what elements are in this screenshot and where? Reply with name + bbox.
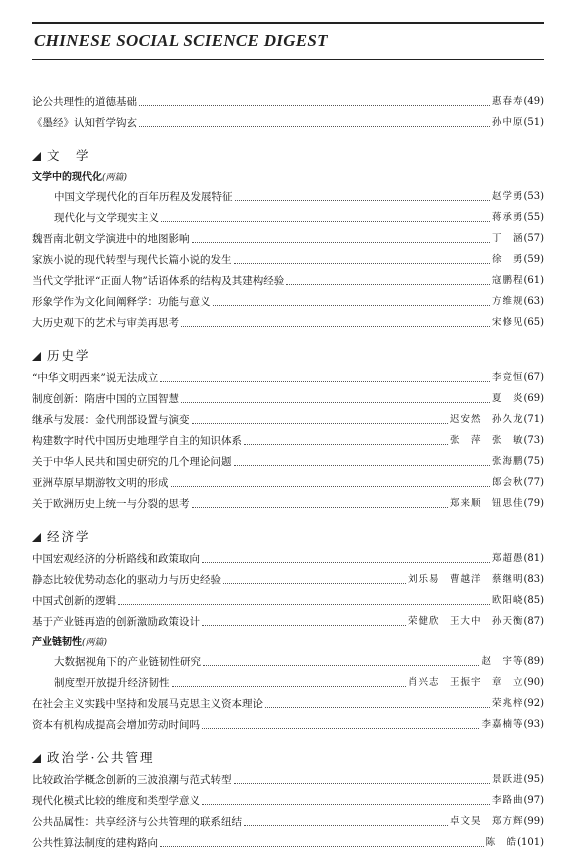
dot-leader xyxy=(181,326,490,327)
entry-author: 肖兴志 王振宇 章 立 xyxy=(407,677,524,688)
entry-author: 景跃进 xyxy=(491,774,524,785)
dot-leader xyxy=(139,105,490,106)
entry-title: 资本有机构成提高会增加劳动时间吗 xyxy=(32,719,200,731)
section-heading xyxy=(32,522,544,545)
toc-entry[interactable] xyxy=(32,787,544,808)
dot-leader xyxy=(202,728,479,729)
dot-leader xyxy=(234,783,490,784)
dot-leader xyxy=(202,804,490,805)
dot-leader xyxy=(202,625,406,626)
toc-entry[interactable] xyxy=(32,711,544,732)
toc-entry[interactable] xyxy=(32,448,544,469)
journal-header xyxy=(32,22,544,60)
entry-author: 卓文昊 郑方辉 xyxy=(449,816,524,827)
entry-title: 中国宏观经济的分析路线和政策取向 xyxy=(32,553,200,565)
dot-leader xyxy=(118,604,490,605)
entry-author: 徐 勇 xyxy=(491,254,524,265)
toc-entry[interactable] xyxy=(32,183,544,204)
entry-author: 荣健欣 王大中 孙天衡 xyxy=(407,616,524,627)
toc-entry[interactable] xyxy=(32,669,544,690)
dot-leader xyxy=(234,263,490,264)
entry-page: (55) xyxy=(523,212,544,223)
dot-leader xyxy=(171,486,490,487)
entry-page: (61) xyxy=(523,275,544,286)
entry-page: (90) xyxy=(523,677,544,688)
entry-title: 基于产业链再造的创新激励政策设计 xyxy=(32,616,200,628)
entry-page: (93) xyxy=(523,719,544,730)
entry-title: 论公共理性的道德基础 xyxy=(32,96,137,108)
entry-page: (51) xyxy=(523,117,544,128)
entry-author: 宋修见 xyxy=(491,317,524,328)
entry-title: 中国式创新的逻辑 xyxy=(32,595,116,607)
dot-leader xyxy=(192,423,448,424)
entry-page: (73) xyxy=(523,435,544,446)
entry-title: 现代化模式比较的维度和类型学意义 xyxy=(32,795,200,807)
dot-leader xyxy=(160,381,490,382)
entry-title: 中国文学现代化的百年历程及发展特征 xyxy=(54,191,233,203)
dot-leader xyxy=(244,825,448,826)
entry-author: 张海鹏 xyxy=(491,456,524,467)
toc-entry[interactable] xyxy=(32,88,544,109)
entry-title: 关于中华人民共和国史研究的几个理论问题 xyxy=(32,456,232,468)
dot-leader xyxy=(161,221,490,222)
entry-author: 寇鹏程 xyxy=(491,275,524,286)
section-heading xyxy=(32,141,544,164)
toc-entry[interactable] xyxy=(32,766,544,787)
entry-author: 李路曲 xyxy=(491,795,524,806)
entry-author: 夏 炎 xyxy=(491,393,524,404)
dot-leader xyxy=(181,402,490,403)
entry-title: 当代文学批评“正面人物”话语体系的结构及其建构经验 xyxy=(32,275,285,287)
entry-page: (69) xyxy=(523,393,544,404)
entry-title: 在社会主义实践中坚持和发展马克思主义资本理论 xyxy=(32,698,263,710)
toc-entry[interactable] xyxy=(32,545,544,566)
dot-leader xyxy=(286,284,490,285)
toc-entry[interactable] xyxy=(32,490,544,511)
entry-title: 大数据视角下的产业链韧性研究 xyxy=(54,656,201,668)
toc-entry[interactable] xyxy=(32,469,544,490)
table-of-contents xyxy=(32,88,544,850)
dot-leader xyxy=(192,507,448,508)
dot-leader xyxy=(265,707,490,708)
entry-page: (79) xyxy=(523,498,544,509)
entry-author: 赵 宇等 xyxy=(481,656,524,667)
entry-title: 公共品属性：共享经济与公共管理的联系纽结 xyxy=(32,816,242,828)
triangle-icon xyxy=(32,152,41,161)
entry-author: 李竞恒 xyxy=(491,372,524,383)
entry-page: (53) xyxy=(523,191,544,202)
dot-leader xyxy=(213,305,490,306)
entry-page: (65) xyxy=(523,317,544,328)
subsection-heading xyxy=(32,629,544,648)
subsection-title: 文学中的现代化 xyxy=(32,172,102,183)
dot-leader xyxy=(160,846,484,847)
entry-author: 方维规 xyxy=(491,296,524,307)
subsection-heading xyxy=(32,164,544,183)
dot-leader xyxy=(244,444,448,445)
entry-page: (77) xyxy=(523,477,544,488)
entry-author: 惠春寿 xyxy=(491,96,524,107)
entry-author: 丁 涵 xyxy=(491,233,524,244)
toc-entry[interactable] xyxy=(32,385,544,406)
entry-title: 家族小说的现代转型与现代长篇小说的发生 xyxy=(32,254,232,266)
entry-page: (83) xyxy=(523,574,544,585)
toc-entry[interactable] xyxy=(32,288,544,309)
section-name: 经济学 xyxy=(47,529,91,544)
toc-entry[interactable] xyxy=(32,204,544,225)
entry-title: 静态比较优势动态化的驱动力与历史经验 xyxy=(32,574,221,586)
triangle-icon xyxy=(32,533,41,542)
entry-page: (67) xyxy=(523,372,544,383)
entry-page: (95) xyxy=(523,774,544,785)
section-name: 文 学 xyxy=(47,148,91,163)
dot-leader xyxy=(234,465,490,466)
entry-author: 荣兆梓 xyxy=(491,698,524,709)
dot-leader xyxy=(235,200,490,201)
dot-leader xyxy=(139,126,490,127)
toc-entry[interactable] xyxy=(32,364,544,385)
entry-page: (97) xyxy=(523,795,544,806)
dot-leader xyxy=(203,665,479,666)
subsection-title: 产业链韧性 xyxy=(32,637,82,648)
toc-entry[interactable] xyxy=(32,309,544,330)
entry-title: 亚洲草原早期游牧文明的形成 xyxy=(32,477,169,489)
entry-title: 制度创新：隋唐中国的立国智慧 xyxy=(32,393,179,405)
toc-entry[interactable] xyxy=(32,608,544,629)
entry-author: 赵学勇 xyxy=(491,191,524,202)
dot-leader xyxy=(192,242,490,243)
entry-title: 比较政治学概念创新的三波浪潮与范式转型 xyxy=(32,774,232,786)
entry-title: 大历史观下的艺术与审美再思考 xyxy=(32,317,179,329)
entry-author: 刘乐易 曹越洋 蔡继明 xyxy=(407,574,524,585)
entry-title: 魏晋南北朝文学演进中的地图影响 xyxy=(32,233,190,245)
triangle-icon xyxy=(32,754,41,763)
entry-page: (99) xyxy=(523,816,544,827)
entry-author: 李嘉楠等 xyxy=(481,719,524,730)
dot-leader xyxy=(172,686,406,687)
dot-leader xyxy=(202,562,490,563)
entry-page: (101) xyxy=(517,837,544,848)
toc-entry[interactable] xyxy=(32,109,544,130)
toc-entry[interactable] xyxy=(32,225,544,246)
toc-entry[interactable] xyxy=(32,690,544,711)
subsection-note: (两篇) xyxy=(102,173,128,183)
toc-entry[interactable] xyxy=(32,648,544,669)
entry-author: 欧阳峣 xyxy=(491,595,524,606)
toc-entry[interactable] xyxy=(32,808,544,829)
entry-title: 公共性算法制度的建构路向 xyxy=(32,837,158,849)
entry-page: (81) xyxy=(523,553,544,564)
toc-entry[interactable] xyxy=(32,829,544,850)
entry-author: 郎会秋 xyxy=(491,477,524,488)
entry-page: (71) xyxy=(523,414,544,425)
section-heading xyxy=(32,341,544,364)
entry-title: 继承与发展：金代刑部设置与演变 xyxy=(32,414,190,426)
entry-title: 构建数字时代中国历史地理学自主的知识体系 xyxy=(32,435,242,447)
entry-page: (89) xyxy=(523,656,544,667)
entry-title: 形象学作为文化间阐释学：功能与意义 xyxy=(32,296,211,308)
toc-entry[interactable] xyxy=(32,267,544,288)
entry-title: 现代化与文学现实主义 xyxy=(54,212,159,224)
toc-entry[interactable] xyxy=(32,587,544,608)
journal-title: CHINESE SOCIAL SCIENCE DIGEST xyxy=(34,31,328,50)
entry-author: 郑超愚 xyxy=(491,553,524,564)
section-name: 政治学·公共管理 xyxy=(47,750,155,765)
toc-entry[interactable] xyxy=(32,427,544,448)
entry-title: 关于欧洲历史上统一与分裂的思考 xyxy=(32,498,190,510)
entry-title: 制度型开放提升经济韧性 xyxy=(54,677,170,689)
toc-entry[interactable] xyxy=(32,566,544,587)
entry-page: (49) xyxy=(523,96,544,107)
entry-title: 《墨经》认知哲学钩玄 xyxy=(32,117,137,129)
entry-page: (63) xyxy=(523,296,544,307)
entry-page: (92) xyxy=(523,698,544,709)
entry-author: 蒋承勇 xyxy=(491,212,524,223)
subsection-note: (两篇) xyxy=(82,638,108,648)
entry-author: 张 萍 张 敏 xyxy=(449,435,524,446)
entry-page: (59) xyxy=(523,254,544,265)
entry-page: (57) xyxy=(523,233,544,244)
entry-author: 陈 皓 xyxy=(485,837,518,848)
dot-leader xyxy=(223,583,406,584)
entry-page: (85) xyxy=(523,595,544,606)
section-heading xyxy=(32,743,544,766)
section-name: 历史学 xyxy=(47,348,91,363)
entry-page: (87) xyxy=(523,616,544,627)
toc-entry[interactable] xyxy=(32,246,544,267)
entry-author: 迟安然 孙久龙 xyxy=(449,414,524,425)
entry-page: (75) xyxy=(523,456,544,467)
triangle-icon xyxy=(32,352,41,361)
toc-entry[interactable] xyxy=(32,406,544,427)
entry-title: “中华文明西来”说无法成立 xyxy=(32,372,159,384)
entry-author: 孙中原 xyxy=(491,117,524,128)
entry-author: 郑来顺 钮思佳 xyxy=(449,498,524,509)
